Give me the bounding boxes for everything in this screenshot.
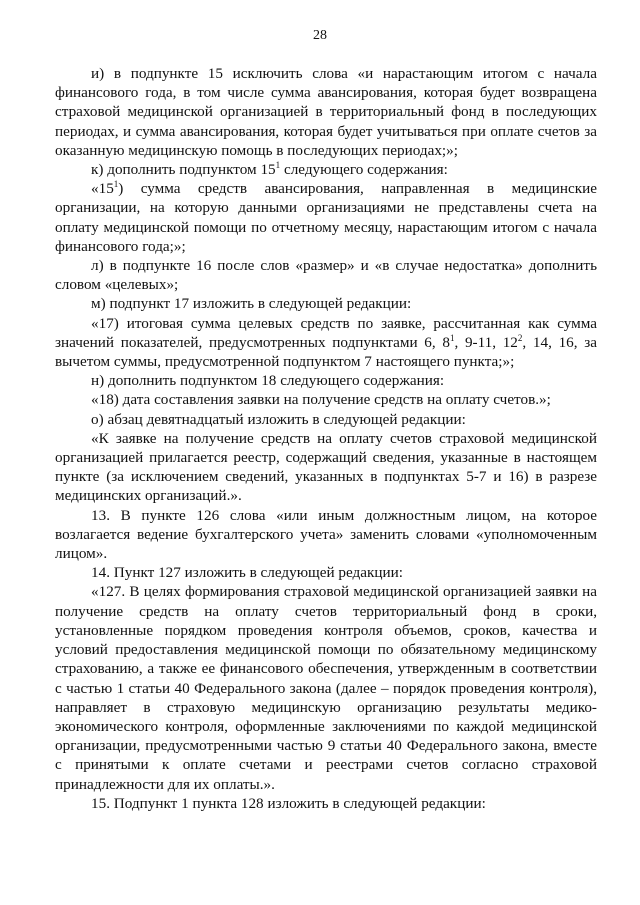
text-run: л) в подпункте 16 после слов «размер» и «в случае недостатка» дополнить словом «целевых»; [55, 257, 597, 294]
document-body [55, 64, 597, 813]
superscript: 2 [517, 332, 523, 343]
paragraph [55, 794, 597, 813]
paragraph [55, 256, 597, 294]
paragraph [55, 506, 597, 564]
paragraph [55, 371, 597, 390]
text-run: «18) дата составления заявки на получение средств на оплату счетов.»; [91, 391, 551, 409]
superscript: 1 [449, 332, 455, 343]
text-run: к) дополнить подпунктом 15 [91, 161, 276, 179]
text-run: ) сумма средств авансирования, направленная в медицинские организации, на которую данными организациями не представлены счета на оплату медицинской помощи по отчетному месяцу, нарастающим итогом с начала финансового года;»; [55, 180, 597, 255]
text-run: м) подпункт 17 изложить в следующей редакции: [91, 295, 412, 313]
text-run: и) в подпункте 15 исключить слова «и нарастающим итогом с начала финансового года, в том числе сумма авансирования, которая будет возвращена страховой медицинской организацией в территориальный фонд в последующих периодах, и сумма авансирования, которая будет учитываться при оплате счетов за оказанную медицинскую помощь в последующих периодах;»; [55, 65, 597, 159]
paragraph [55, 64, 597, 160]
text-run: «127. В целях формирования страховой медицинской организацией заявки на получение средств на оплату счетов территориальный фонд в сроки, установленные порядком проведения контроля объемов, сроков, качества и условий предоставления медицинской помощи по обязательному медицинскому страхованию, а также ее финансового обеспечения, утвержденным в соответствии с частью 1 статьи 40 Федерального закона (далее – порядок проведения контроля), направляет в страховую медицинскую организацию результаты медико-экономического контроля, оформленные заключениями по каждой медицинской организации, предусмотренными частью 9 статьи 40 Федерального закона, вместе с принятыми к оплате счетами и реестрами счетов согласно страховой принадлежности для их оплаты.». [55, 583, 597, 793]
page-number: 28 [313, 28, 327, 43]
paragraph [55, 390, 597, 409]
paragraph [55, 179, 597, 256]
text-run: н) дополнить подпунктом 18 следующего содержания: [91, 372, 445, 390]
paragraph [55, 582, 597, 793]
text-run: «К заявке на получение средств на оплату счетов страховой медицинской организацией прилагается реестр, содержащий сведения, указанные в настоящем пункте (за исключением сведений, указанных в подпунктах 5-7 и 16) в разрезе медицинских организаций.». [55, 429, 597, 505]
text-run: «17) итоговая сумма целевых средств по заявке, рассчитанная как сумма значений показателей, предусмотренных подпунктами 6, 8 [55, 314, 597, 351]
paragraph [55, 429, 597, 506]
paragraph [55, 314, 597, 372]
paragraph [55, 294, 597, 313]
superscript: 1 [113, 179, 119, 190]
text-run: о) абзац девятнадцатый изложить в следующей редакции: [91, 410, 466, 428]
text-run: 15. Подпункт 1 пункта 128 изложить в следующей редакции: [91, 794, 486, 812]
superscript: 1 [275, 160, 281, 171]
text-run: 13. В пункте 126 слова «или иным должностным лицом, на которое возлагается ведение бухгалтерского учета» заменить словами «уполномоченным лицом». [55, 506, 597, 563]
paragraph [55, 160, 597, 179]
text-run: следующего содержания: [280, 161, 448, 179]
text-run: , 14, 16, за вычетом суммы, предусмотренной подпунктом 7 настоящего пункта;»; [55, 333, 597, 371]
paragraph [55, 563, 597, 582]
text-run: 14. Пункт 127 изложить в следующей редакции: [91, 564, 404, 582]
text-run: «15 [91, 180, 114, 198]
text-run: , 9-11, 12 [454, 333, 518, 351]
paragraph [55, 410, 597, 429]
